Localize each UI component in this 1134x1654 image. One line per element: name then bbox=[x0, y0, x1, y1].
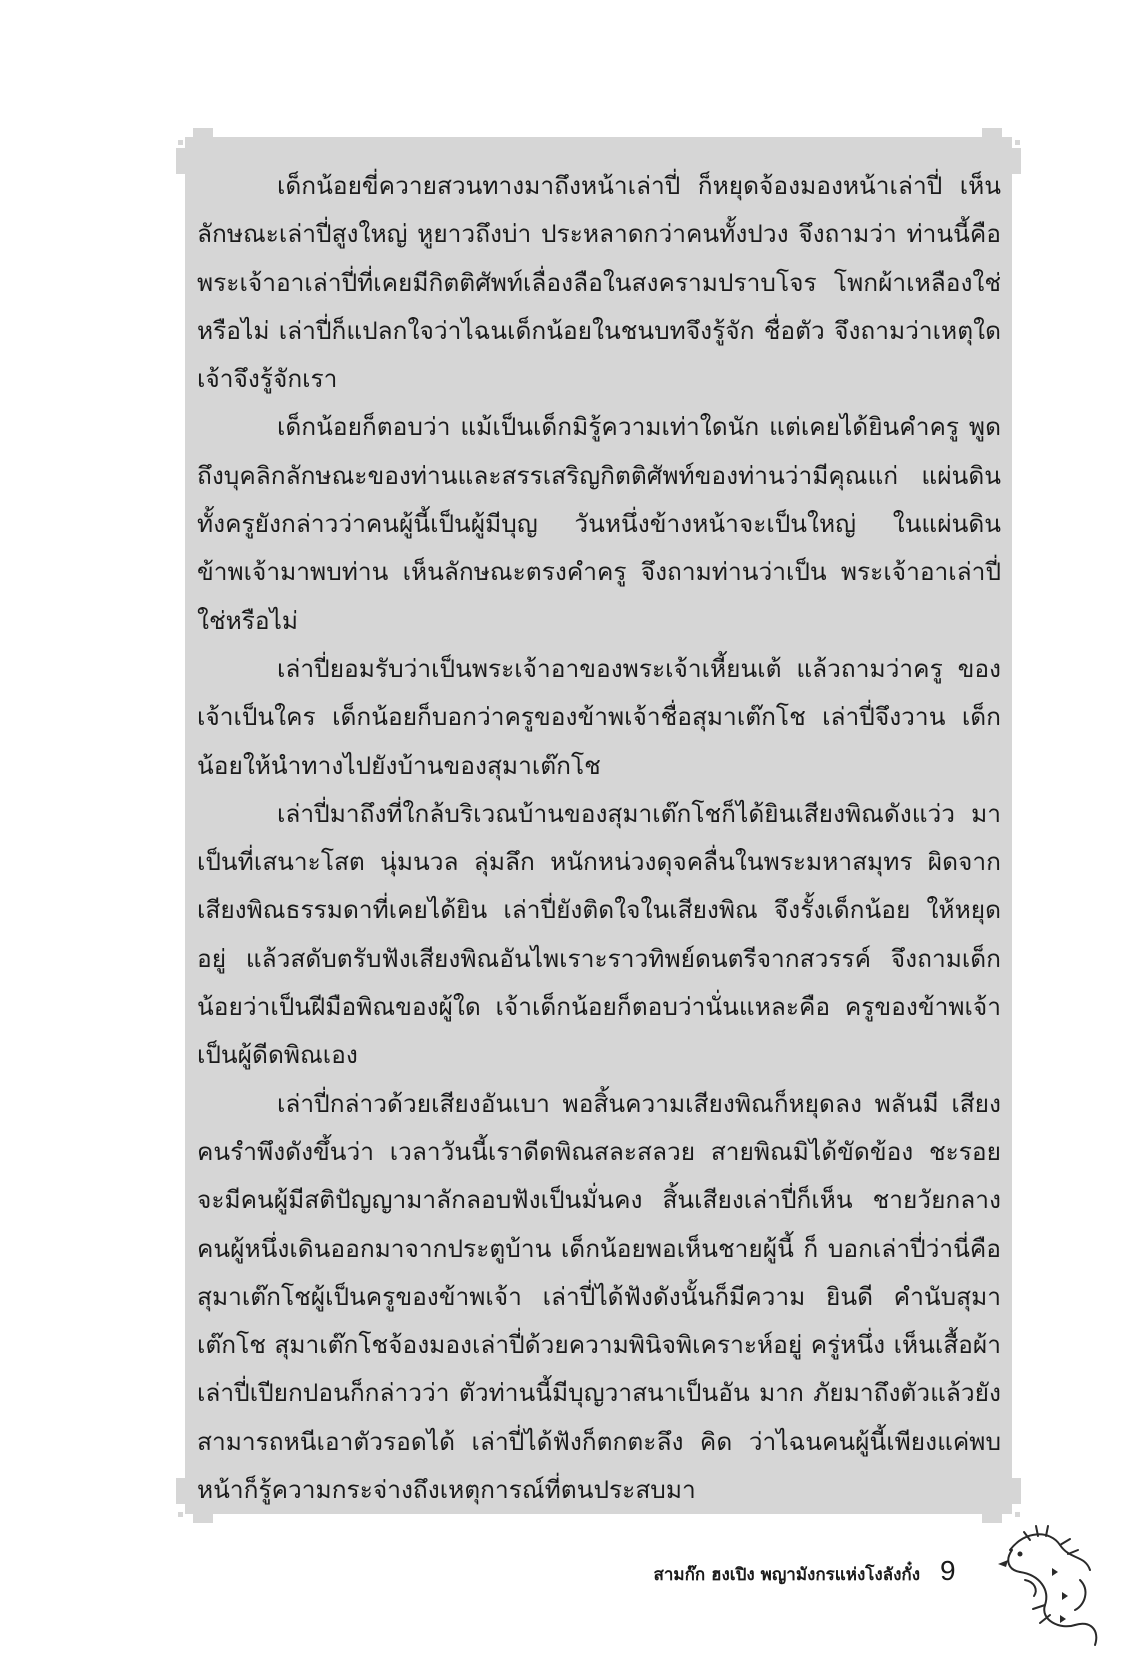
paragraph: เด็กน้อยก็ตอบว่า แม้เป็นเด็กมิรู้ความเท่าใดนัก แต่เคยได้ยินคำครู พูดถึงบุคลิกลักษณะของท่านและสรรเสริญกิตติศัพท์ของท่านว่ามีคุณแก่ แผ่นดิน ทั้งครูยังกล่าวว่าคนผู้นี้เป็นผู้มีบุญ วันหนึ่งข้างหน้าจะเป็นใหญ่ ในแผ่นดิน ข้าพเจ้ามาพบท่าน เห็นลักษณะตรงคำครู จึงถามท่านว่าเป็น พระเจ้าอาเล่าปี่ใช่หรือไม่ bbox=[197, 412, 1001, 635]
panel-corner-dot bbox=[178, 1512, 183, 1517]
panel-corner-ornament bbox=[193, 1514, 213, 1523]
panel-corner-dot bbox=[178, 140, 183, 145]
paragraph: เล่าปี่ยอมรับว่าเป็นพระเจ้าอาของพระเจ้าเหี้ยนเต้ แล้วถามว่าครู ของเจ้าเป็นใคร เด็กน้อยก็บอกว่าครูของข้าพเจ้าชื่อสุมาเต๊กโช เล่าปี่จึงวาน เด็กน้อยให้นำทางไปยังบ้านของสุมาเต๊กโช bbox=[197, 653, 1001, 780]
running-footer-title: สามก๊ก ฮงเปิง พญามังกรแห่งโงลังกั๋ง bbox=[653, 1565, 920, 1585]
panel-corner-ornament bbox=[193, 128, 213, 137]
panel-corner-dot bbox=[1015, 140, 1020, 145]
page-number: 9 bbox=[940, 1555, 956, 1586]
paragraph: เด็กน้อยขี่ควายสวนทางมาถึงหน้าเล่าปี่ ก็หยุดจ้องมองหน้าเล่าปี่ เห็นลักษณะเล่าปี่สูงใหญ่ หูยาวถึงบ่า ประหลาดกว่าคนทั้งปวง จึงถามว่า ท่านนี้คือพระเจ้าอาเล่าปี่ที่เคยมีกิตติศัพท์เลื่องลือในสงครามปราบโจร โพกผ้าเหลืองใช่หรือไม่ เล่าปี่ก็แปลกใจว่าไฉนเด็กน้อยในชนบทจึงรู้จัก ชื่อตัว จึงถามว่าเหตุใดเจ้าจึงรู้จักเรา bbox=[197, 171, 1001, 394]
panel-corner-ornament bbox=[1012, 1478, 1021, 1504]
panel-corner-dot bbox=[1015, 1512, 1020, 1517]
paragraph: เล่าปี่กล่าวด้วยเสียงอันเบา พอสิ้นความเสียงพิณก็หยุดลง พลันมี เสียงคนรำพึงดังขึ้นว่า เวลาวันนี้เราดีดพิณสละสลวย สายพิณมิได้ขัดข้อง ชะรอยจะมีคนผู้มีสติปัญญามาลักลอบฟังเป็นมั่นคง สิ้นเสียงเล่าปี่ก็เห็น ชายวัยกลางคนผู้หนึ่งเดินออกมาจากประตูบ้าน เด็กน้อยพอเห็นชายผู้นี้ ก็ บอกเล่าปี่ว่านี่คือสุมาเต๊กโชผู้เป็นครูของข้าพเจ้า เล่าปี่ได้ฟังดังนั้นก็มีความ ยินดี คำนับสุมาเต๊กโช สุมาเต๊กโชจ้องมองเล่าปี่ด้วยความพินิจพิเคราะห์อยู่ ครู่หนึ่ง เห็นเสื้อผ้าเล่าปี่เปียกปอนก็กล่าวว่า ตัวท่านนี้มีบุญวาสนาเป็นอัน มาก ภัยมาถึงตัวแล้วยังสามารถหนีเอาตัวรอดได้ เล่าปี่ได้ฟังก็ตกตะลึง คิด ว่าไฉนคนผู้นี้เพียงแค่พบหน้าก็รู้ความกระจ่างถึงเหตุการณ์ที่ตนประสบมา bbox=[197, 1088, 1001, 1505]
panel-corner-ornament bbox=[1012, 148, 1021, 174]
panel-corner-ornament bbox=[176, 1478, 185, 1504]
paragraph: เล่าปี่มาถึงที่ใกล้บริเวณบ้านของสุมาเต๊กโชก็ได้ยินเสียงพิณดังแว่ว มาเป็นที่เสนาะโสต นุ่มนวล ลุ่มลึก หนักหน่วงดุจคลื่นในพระมหาสมุทร ผิดจากเสียงพิณธรรมดาที่เคยได้ยิน เล่าปี่ยังติดใจในเสียงพิณ จึงรั้งเด็กน้อย ให้หยุดอยู่ แล้วสดับตรับฟังเสียงพิณอันไพเราะราวทิพย์ดนตรีจากสวรรค์ จึงถามเด็กน้อยว่าเป็นฝีมือพิณของผู้ใด เจ้าเด็กน้อยก็ตอบว่านั่นแหละคือ ครูของข้าพเจ้าเป็นผู้ดีดพิณเอง bbox=[197, 798, 1001, 1070]
body-text bbox=[197, 162, 1001, 1514]
dragon-icon bbox=[990, 1520, 1110, 1650]
panel-corner-ornament bbox=[176, 148, 185, 174]
panel-corner-ornament bbox=[982, 128, 1002, 137]
